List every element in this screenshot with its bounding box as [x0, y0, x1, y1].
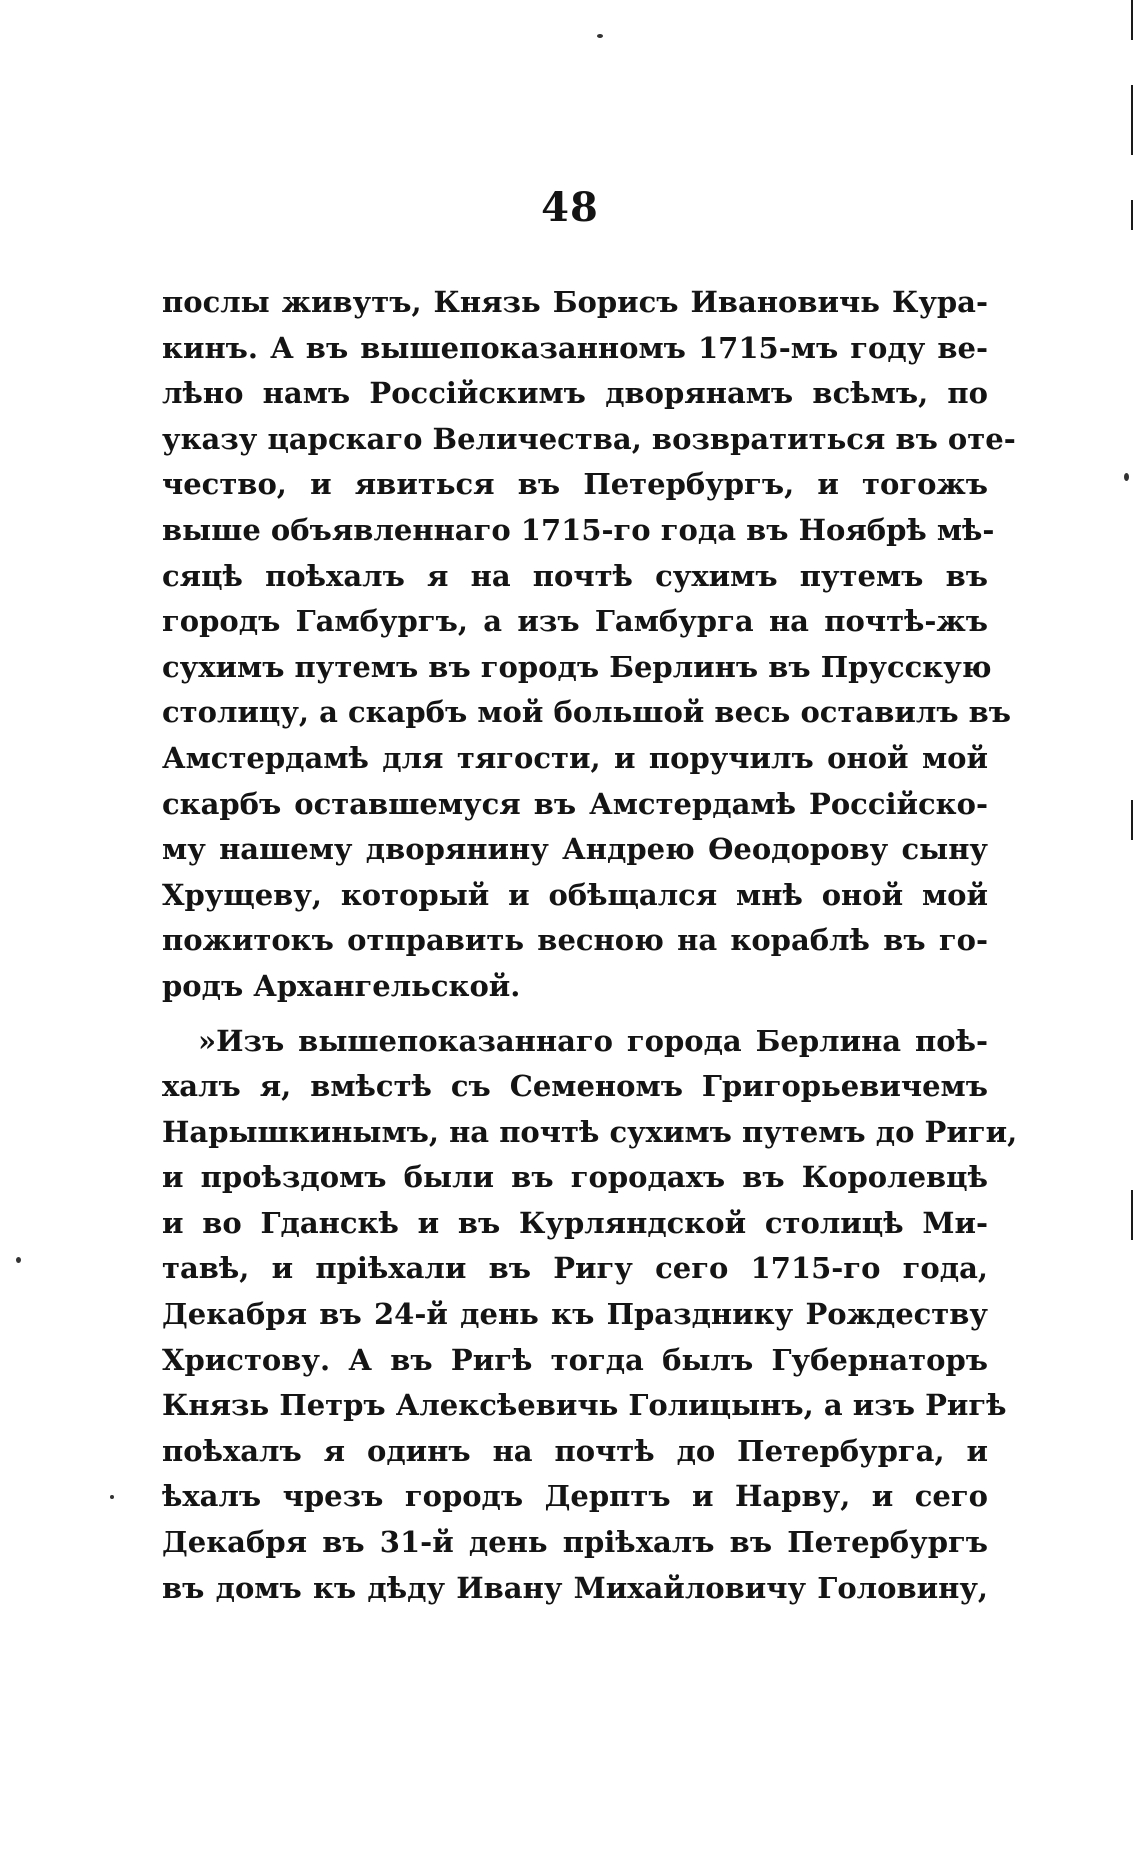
- text-line: Князь Петръ Алексѣевичь Голицынъ, а изъ Ригѣ: [162, 1388, 1007, 1423]
- text-line: пожитокъ отправить весною на кораблѣ въ го-: [162, 923, 988, 958]
- scan-speck: [110, 1495, 114, 1499]
- text-line: и проѣздомъ были въ городахъ въ Королевцѣ: [162, 1160, 988, 1195]
- text-line: указу царскаго Величества, возвратиться въ оте-: [162, 421, 1016, 456]
- scan-edge-line: [1131, 0, 1133, 40]
- scan-edge-line: [1131, 85, 1133, 155]
- text-line: послы живутъ, Князь Борисъ Ивановичь Кура-: [162, 285, 988, 319]
- scan-speck: [16, 1257, 21, 1263]
- text-line: Декабря въ 31-й день пріѣхалъ въ Петербургъ: [162, 1525, 988, 1560]
- scan-edge-line: [1131, 800, 1133, 840]
- text-line: скарбъ оставшемуся въ Амстердамѣ Россійско-: [162, 786, 988, 821]
- text-line: »Изъ вышепоказаннаго города Берлина поѣ-: [198, 1023, 988, 1058]
- text-line: поѣхалъ я одинъ на почтѣ до Петербурга, и: [162, 1433, 988, 1468]
- text-line: Нарышкинымъ, на почтѣ сухимъ путемъ до Риги,: [162, 1114, 1018, 1149]
- text-line: Декабря въ 24-й день къ Празднику Рождеству: [162, 1297, 988, 1332]
- scan-speck: [597, 34, 603, 38]
- text-line: городъ Гамбургъ, а изъ Гамбурга на почтѣ-жъ: [162, 604, 988, 639]
- text-line: ѣхалъ чрезъ городъ Дерптъ и Нарву, и сего: [162, 1479, 988, 1514]
- text-line: чество, и явиться въ Петербургъ, и тогожъ: [162, 467, 988, 502]
- text-line: и во Гданскѣ и въ Курляндской столицѣ Ми-: [162, 1205, 988, 1240]
- text-line: сухимъ путемъ въ городъ Берлинъ въ Прусскую: [162, 649, 992, 684]
- text-line: сяцѣ поѣхалъ я на почтѣ сухимъ путемъ въ: [162, 558, 988, 593]
- scan-edge-line: [1131, 1190, 1133, 1240]
- text-line: му нашему дворянину Андрею Ѳеодорову сыну: [162, 832, 988, 867]
- text-line: лѣно намъ Россійскимъ дворянамъ всѣмъ, по: [162, 376, 988, 411]
- body-text: [162, 280, 1018, 1611]
- text-line: халъ я, вмѣстѣ съ Семеномъ Григорьевичемъ: [162, 1069, 988, 1104]
- paragraph-2: [162, 1019, 1018, 1612]
- text-line: въ домъ къ дѣду Ивану Михайловичу Головину,: [162, 1570, 988, 1605]
- text-line: Христову. А въ Ригѣ тогда былъ Губернаторъ: [162, 1342, 988, 1377]
- paragraph-1: [162, 280, 1016, 1010]
- page-number: 48: [541, 184, 599, 231]
- scan-speck: [1124, 473, 1129, 481]
- text-line: тавѣ, и пріѣхали въ Ригу сего 1715-го года,: [162, 1251, 988, 1286]
- text-line: родъ Архангельской.: [162, 968, 521, 1003]
- paragraph-gap: [162, 1010, 988, 1019]
- text-line: столицу, а скарбъ мой большой весь оставилъ въ: [162, 695, 1012, 730]
- text-line: кинъ. А въ вышепоказанномъ 1715-мъ году ве-: [162, 330, 988, 365]
- text-line: выше объявленнаго 1715-го года въ Ноябрѣ мѣ-: [162, 512, 995, 547]
- text-line: Хрущеву, который и обѣщался мнѣ оной мой: [162, 877, 988, 912]
- text-line: Амстердамѣ для тягости, и поручилъ оной мой: [162, 740, 988, 775]
